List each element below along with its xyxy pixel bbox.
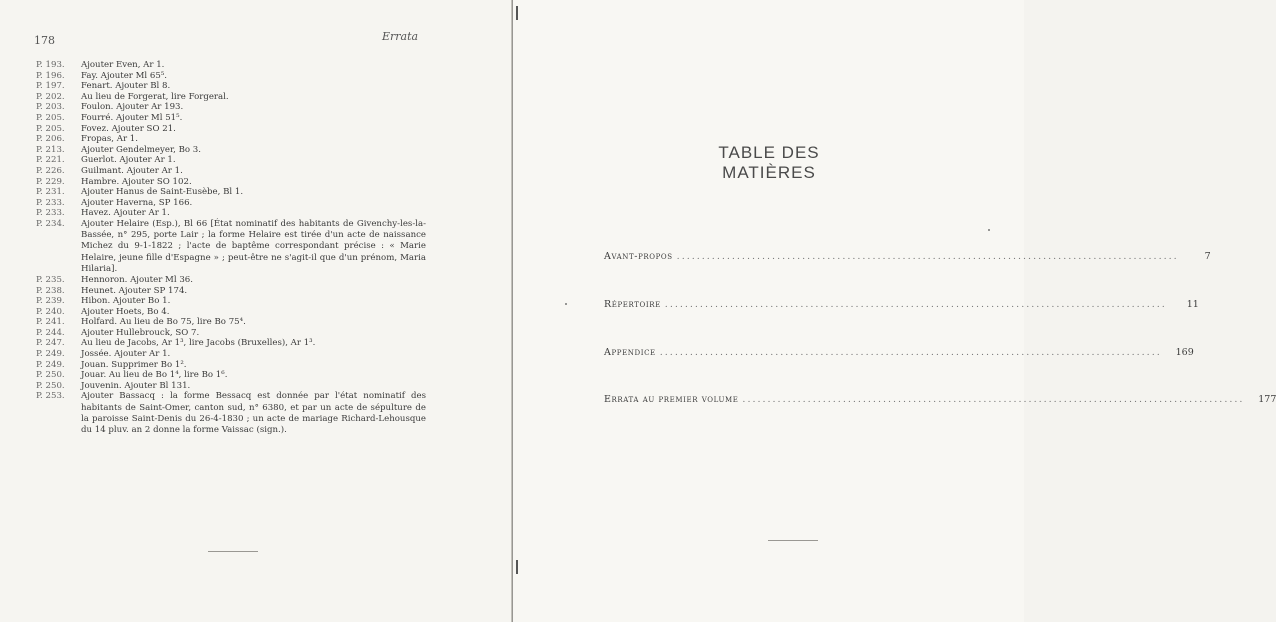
- errata-text: Ajouter Haverna, SP 166.: [81, 197, 193, 208]
- scan-edge-mark: [516, 6, 518, 20]
- errata-page-ref: P. 239.: [36, 296, 65, 307]
- errata-text: Guerlot. Ajouter Ar 1.: [81, 155, 176, 166]
- errata-page-ref: P. 238.: [36, 285, 65, 296]
- toc-entry-page: 177: [1258, 394, 1276, 405]
- page-number: 178: [34, 34, 55, 47]
- errata-text: Havez. Ajouter Ar 1.: [81, 208, 170, 219]
- toc-leader-dots: ....................................................................................................: [659, 347, 1162, 358]
- errata-entry: [36, 338, 426, 349]
- errata-entry: [36, 71, 426, 82]
- errata-page-ref: P. 221.: [36, 155, 65, 166]
- errata-text: Guilmant. Ajouter Ar 1.: [81, 165, 183, 176]
- toc-leader-dots: ....................................................................................................: [664, 299, 1167, 310]
- errata-text: Ajouter Hullebrouck, SO 7.: [81, 327, 200, 338]
- errata-page-ref: P. 249.: [36, 359, 65, 370]
- errata-page-ref: P. 247.: [36, 338, 65, 349]
- toc-entry-label: Appendice: [604, 347, 656, 358]
- toc-entry: [604, 251, 1211, 262]
- errata-entry: [36, 381, 426, 392]
- errata-entry: [36, 166, 426, 177]
- errata-page-ref: P. 233.: [36, 197, 65, 208]
- errata-page-ref: P. 250.: [36, 370, 65, 381]
- toc-leader-dots: ....................................................................................................: [676, 251, 1179, 262]
- errata-page-ref: P. 193.: [36, 60, 65, 70]
- end-rule: [768, 540, 818, 541]
- scan-edge-mark: [516, 560, 518, 574]
- errata-entry: [36, 296, 426, 307]
- errata-entry: [36, 198, 426, 209]
- errata-page-ref: P. 250.: [36, 380, 65, 391]
- errata-text: Jouan. Supprimer Bo 1².: [81, 359, 187, 370]
- errata-text: Hennoron. Ajouter Ml 36.: [81, 274, 194, 285]
- errata-text: Fovez. Ajouter SO 21.: [81, 123, 176, 134]
- toc-entry: [604, 394, 1276, 405]
- errata-page-ref: P. 206.: [36, 134, 65, 145]
- errata-page-ref: P. 205.: [36, 112, 65, 123]
- errata-text: Ajouter Even, Ar 1.: [81, 60, 165, 70]
- errata-text: Ajouter Bassacq : la forme Bessacq est donnée par l'état nominatif des habitants de Saint-Omer, canton sud, n° 6380, et par un acte de sépulture de la paroisse Saint-Denis du 26-4-1830 ; un acte de mariage Richard-Lehousque du 14 pluv. an 2 donne la forme Vaissac (sign.).: [81, 391, 426, 436]
- errata-page-ref: P. 235.: [36, 274, 65, 285]
- errata-entry: [36, 187, 426, 198]
- errata-entry: [36, 92, 426, 103]
- errata-text: Foulon. Ajouter Ar 193.: [81, 102, 184, 113]
- errata-text: Ajouter Hoets, Bo 4.: [81, 306, 170, 317]
- errata-text: Au lieu de Jacobs, Ar 1³, lire Jacobs (Bruxelles), Ar 1³.: [81, 338, 316, 349]
- errata-text: Fropas, Ar 1.: [81, 134, 138, 145]
- running-head: Errata: [382, 30, 419, 43]
- errata-text: Jossée. Ajouter Ar 1.: [81, 349, 171, 360]
- errata-entry: [36, 328, 426, 339]
- errata-entry: [36, 208, 426, 219]
- toc-entry-label: Répertoire: [604, 299, 661, 310]
- errata-page-ref: P. 249.: [36, 349, 65, 360]
- errata-entry: [36, 145, 426, 156]
- errata-entry: [36, 155, 426, 166]
- errata-page-ref: P. 234.: [36, 218, 65, 229]
- errata-entry: [36, 124, 426, 135]
- end-rule: [208, 551, 258, 552]
- errata-text: Hibon. Ajouter Bo 1.: [81, 296, 171, 307]
- toc-title: TABLE DES MATIÈRES: [718, 143, 820, 182]
- errata-entry: [36, 219, 426, 275]
- scan-speck: [988, 229, 990, 231]
- errata-page-ref: P. 240.: [36, 306, 65, 317]
- right-page: [513, 0, 1276, 622]
- toc-entry-page: 11: [1186, 299, 1199, 310]
- errata-entry: [36, 360, 426, 371]
- left-page: [0, 0, 513, 622]
- errata-entry: [36, 286, 426, 297]
- errata-entry: [36, 307, 426, 318]
- toc-entry: [604, 299, 1199, 310]
- errata-entry: [36, 102, 426, 113]
- toc-entry-label: Avant-propos: [604, 251, 673, 262]
- errata-entry: [36, 391, 426, 436]
- errata-text: Hambre. Ajouter SO 102.: [81, 176, 192, 187]
- errata-page-ref: P. 253.: [36, 391, 65, 402]
- errata-text: Fay. Ajouter Ml 65⁵.: [81, 70, 168, 81]
- errata-text: Ajouter Helaire (Esp.), Bl 66 [État nominatif des habitants de Givenchy-les-la-Bassée, n° 295, porte Lair ; la forme Helaire est tirée d'un acte de naissance Michez du 9-1-1822 ; l'acte de baptême correspondant précise : « Marie Helaire, jeune fille d'Espagne » ; peut-être ne s'agit-il que d'un prénom, Maria Hilaria].: [81, 218, 426, 274]
- errata-entry: [36, 275, 426, 286]
- toc-entry-page: 7: [1204, 251, 1211, 262]
- toc-entry: [604, 347, 1194, 358]
- errata-page-ref: P. 241.: [36, 317, 65, 328]
- errata-page-ref: P. 231.: [36, 187, 65, 198]
- errata-entry: [36, 113, 426, 124]
- errata-entry: [36, 81, 426, 92]
- errata-page-ref: P. 196.: [36, 70, 65, 81]
- toc-entry-page: 169: [1175, 347, 1194, 358]
- errata-page-ref: P. 202.: [36, 91, 65, 102]
- errata-page-ref: P. 197.: [36, 81, 65, 92]
- errata-text: Jouvenin. Ajouter Bl 131.: [81, 380, 191, 391]
- errata-entry: [36, 370, 426, 381]
- toc-entry-label: Errata au premier volume: [604, 394, 739, 405]
- scan-speck: [565, 303, 567, 305]
- errata-page-ref: P. 244.: [36, 327, 65, 338]
- errata-text: Fourré. Ajouter Ml 51⁵.: [81, 112, 183, 123]
- errata-list: [36, 60, 426, 436]
- errata-text: Ajouter Hanus de Saint-Eusèbe, Bl 1.: [81, 187, 244, 198]
- errata-text: Fenart. Ajouter Bl 8.: [81, 81, 171, 92]
- errata-entry: [36, 317, 426, 328]
- errata-page-ref: P. 233.: [36, 208, 65, 219]
- errata-page-ref: P. 203.: [36, 102, 65, 113]
- errata-text: Holfard. Au lieu de Bo 75, lire Bo 75⁴.: [81, 317, 246, 328]
- errata-text: Ajouter Gendelmeyer, Bo 3.: [81, 144, 202, 155]
- errata-page-ref: P. 229.: [36, 176, 65, 187]
- errata-entry: [36, 177, 426, 188]
- errata-text: Heunet. Ajouter SP 174.: [81, 285, 188, 296]
- errata-entry: [36, 134, 426, 145]
- errata-page-ref: P. 226.: [36, 165, 65, 176]
- toc-leader-dots: ....................................................................................................: [742, 394, 1245, 405]
- errata-text: Au lieu de Forgerat, lire Forgeral.: [81, 91, 229, 102]
- errata-page-ref: P. 213.: [36, 144, 65, 155]
- errata-entry: [36, 349, 426, 360]
- errata-page-ref: P. 205.: [36, 123, 65, 134]
- errata-entry: [36, 60, 426, 71]
- errata-text: Jouar. Au lieu de Bo 1⁴, lire Bo 1⁶.: [81, 370, 228, 381]
